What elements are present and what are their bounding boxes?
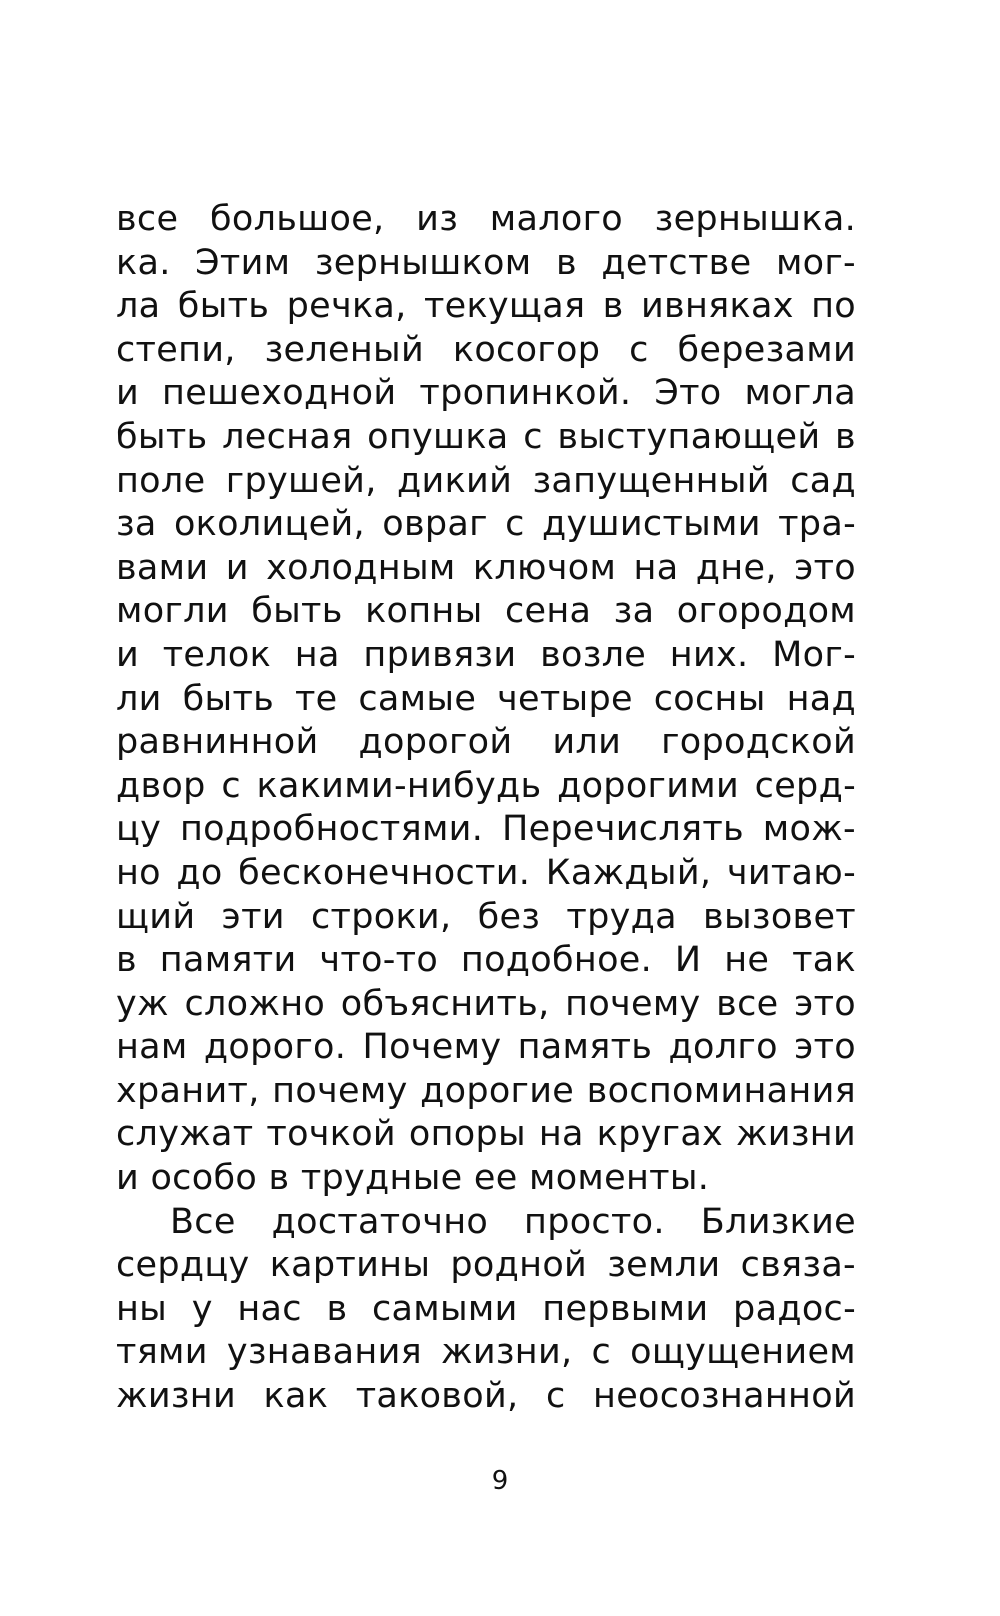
- text-line: жизни как таковой, с неосознанной: [116, 1376, 856, 1417]
- text-line: ка. Этим зернышком в детстве мог-: [116, 242, 856, 283]
- paragraph-end-line: и особо в трудные ее моменты.: [116, 1158, 710, 1199]
- text-line: быть лесная опушка с выступающей в: [116, 416, 856, 457]
- text-line: щий эти строки, без труда вызовет: [116, 896, 856, 937]
- text-line: поле грушей, дикий запущенный сад: [116, 460, 856, 501]
- text-line: за околицей, овраг с душистыми тра-: [116, 504, 856, 545]
- text-line: равнинной дорогой или городской: [116, 722, 856, 763]
- text-line: все большое, из малого зернышка.: [116, 199, 856, 239]
- text-line: но до бесконечности. Каждый, читаю-: [116, 852, 856, 893]
- text-line: и пешеходной тропинкой. Это могла: [116, 373, 856, 414]
- text-line: и телок на привязи возле них. Мог-: [116, 634, 856, 675]
- text-line: вами и холодным ключом на дне, это: [116, 547, 856, 588]
- text-line: могли быть копны сена за огородом: [116, 591, 856, 632]
- text-line: хранит, почему дорогие воспоминания: [116, 1070, 856, 1111]
- text-line: степи, зеленый косогор с березами: [116, 329, 856, 370]
- body-text: [116, 198, 856, 1419]
- text-line: сердцу картины родной земли связа-: [116, 1245, 856, 1286]
- text-line: в памяти что-то подобное. И не так: [116, 940, 856, 981]
- text-line: ны у нас в самыми первыми радос-: [116, 1288, 856, 1329]
- text-line: тями узнавания жизни, с ощущением: [116, 1332, 856, 1373]
- page-number: 9: [491, 1466, 509, 1496]
- text-line: ли быть те самые четыре сосны над: [116, 678, 856, 719]
- text-line: ла быть речка, текущая в ивняках по: [116, 286, 856, 327]
- text-line: служат точкой опоры на кругах жизни: [116, 1114, 856, 1155]
- text-line: цу подробностями. Перечислять мож-: [116, 809, 856, 850]
- paragraph-start-line: Все достаточно просто. Близкие: [170, 1201, 856, 1242]
- text-line: нам дорого. Почему память долго это: [116, 1027, 856, 1068]
- text-line: уж сложно объяснить, почему все это: [116, 983, 856, 1024]
- text-line: двор с какими-нибудь дорогими серд-: [116, 765, 856, 806]
